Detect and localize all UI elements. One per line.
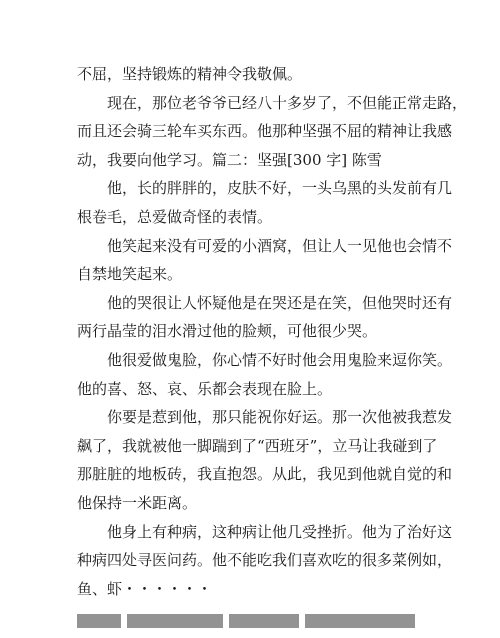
text-line: 他的喜、怒、哀、乐都会表现在脸上。 — [77, 379, 333, 398]
document-body — [77, 60, 468, 629]
cut-off-glyphs — [305, 614, 415, 628]
text-line: 他很爱做鬼脸，你心情不好时他会用鬼脸来逗你笑。 — [107, 350, 453, 369]
text-line: 自禁地笑起来。 — [77, 265, 183, 284]
text-line: 根卷毛，总爱做奇怪的表情。 — [77, 207, 273, 226]
text-line: 鱼、虾・・・・・・ — [77, 579, 213, 598]
text-line: 他，长的胖胖的，皮肤不好，一头乌黑的头发前有几 — [107, 179, 453, 198]
text-line: 而且还会骑三轮车买东西。他那种坚强不屈的精神让我感 — [77, 122, 453, 141]
text-line: 动，我要向他学习。篇二：坚强[300 字] 陈雪 — [77, 150, 382, 169]
cut-off-line — [77, 609, 422, 629]
cut-off-glyphs — [229, 614, 299, 628]
text-line: 他的哭很让人怀疑他是在哭还是在笑，但他哭时还有 — [107, 293, 453, 312]
text-line: 两行晶莹的泪水滑过他的脸颊，可他很少哭。 — [77, 322, 378, 341]
cut-off-glyphs — [127, 614, 223, 628]
text-line: 种病四处寻医问药。他不能吃我们喜欢吃的很多菜例如， — [77, 551, 453, 570]
text-line: 他身上有种病，这种病让他几受挫折。他为了治好这 — [107, 522, 453, 541]
text-line: 那脏脏的地板砖，我直抱怨。从此，我见到他就自觉的和 — [77, 465, 453, 484]
text-line: 飙了，我就被他一脚踹到了“西班牙”，立马让我碰到了 — [77, 436, 438, 455]
text-line: 现在，那位老爷爷已经八十多岁了，不但能正常走路， — [107, 93, 468, 112]
text-line: 他保持一米距离。 — [77, 493, 198, 512]
text-line: 你要是惹到他，那只能祝你好运。那一次他被我惹发 — [107, 408, 453, 427]
cut-off-glyphs — [77, 614, 121, 628]
text-line: 他笑起来没有可爱的小酒窝，但让人一见他也会情不 — [107, 236, 453, 255]
text-line: 不屈，坚持锻炼的精神令我敬佩。 — [77, 65, 303, 83]
